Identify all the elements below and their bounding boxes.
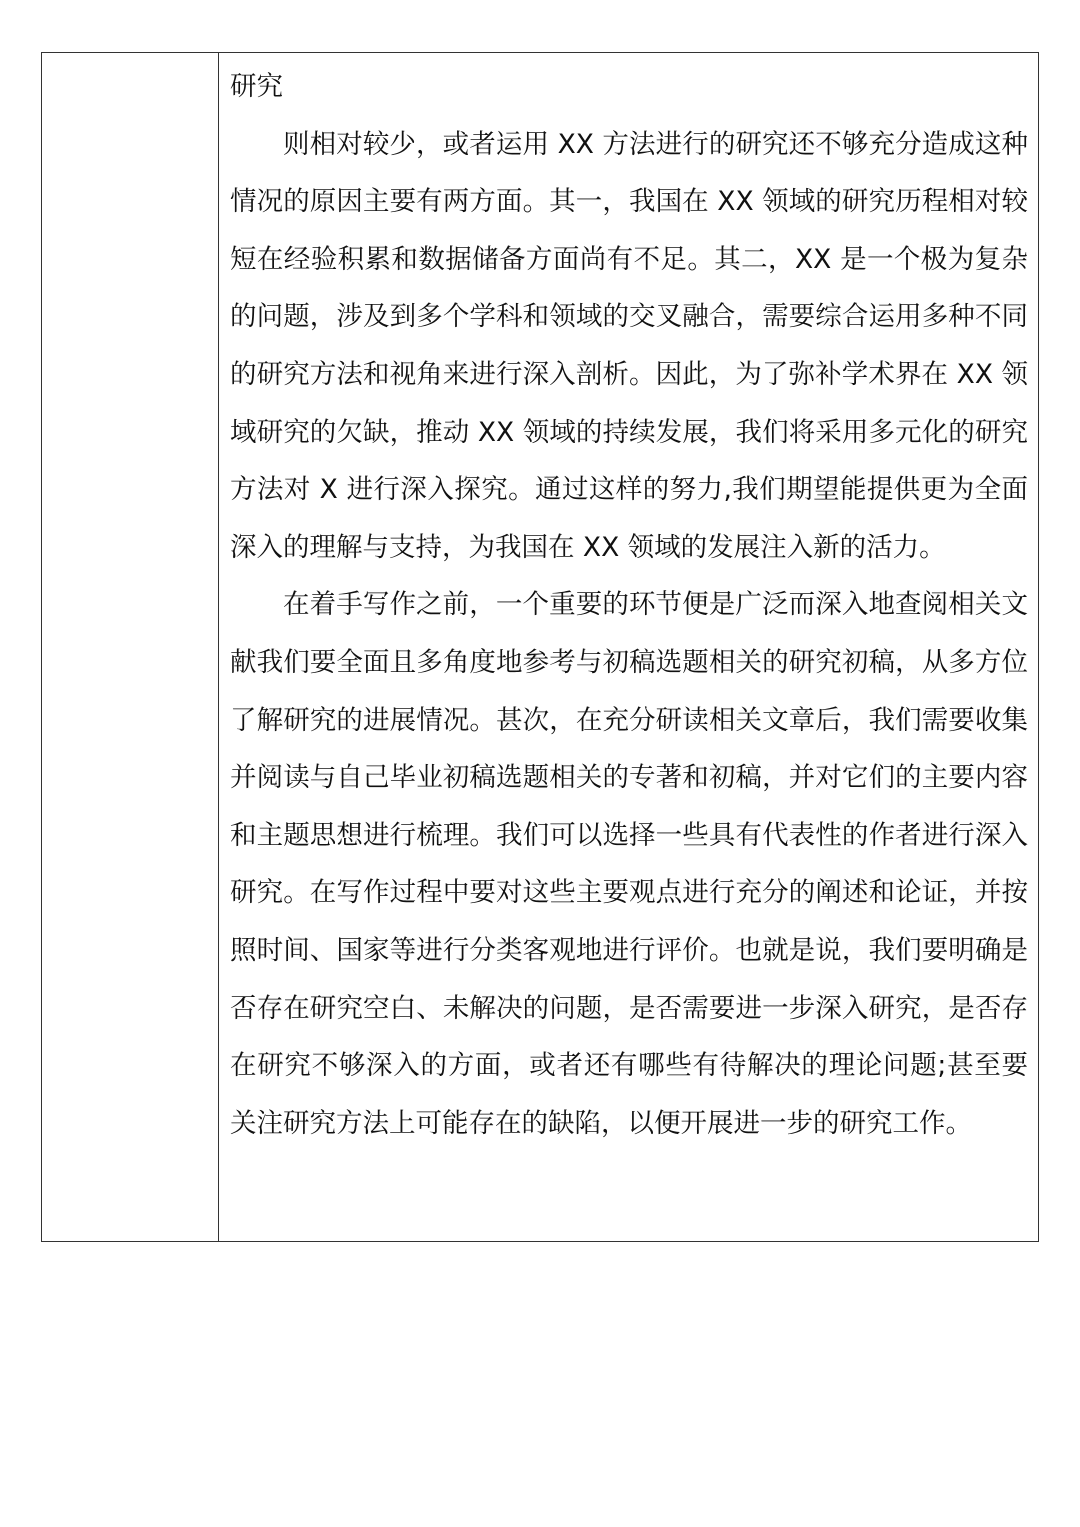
paragraph-literature-review: 在着手写作之前，一个重要的环节便是广泛而深入地查阅相关文献我们要全面且多角度地参考与初稿选题相关的研究初稿，从多方位了解研究的进展情况。甚次，在充分研读相关文章后，我们需要收集并阅读与自己毕业初稿选题相关的专著和初稿，并对它们的主要内容和主题思想进行梳理。我们可以选择一些具有代表性的作者进行深入研究。在写作过程中要对这些主要观点进行充分的阐述和论证，并按照时间、国家等进行分类客观地进行评价。也就是说，我们要明确是否存在研究空白、未解决的问题，是否需要进一步深入研究，是否存在研究不够深入的方面，或者还有哪些有待解决的理论问题;甚至要关注研究方法上可能存在的缺陷，以便开展进一步的研究工作。 [230,589,1028,1139]
table-left-cell [42,53,219,1241]
table-content-cell [219,53,1038,1241]
document-table [41,52,1039,1242]
paragraph-continuation: 研究 [230,71,283,102]
paragraph-research-gap: 则相对较少，或者运用 XX 方法进行的研究还不够充分造成这种情况的原因主要有两方面。其一，我国在 XX 领域的研究历程相对较短在经验积累和数据储备方面尚有不足。其二，XX 是一个极为复杂的问题，涉及到多个学科和领域的交叉融合，需要综合运用多种不同的研究方法和视角来进行深入剖析。因此，为了弥补学术界在 XX 领域研究的欠缺，推动 XX 领域的持续发展，我们将采用多元化的研究方法对 X 进行深入探究。通过这样的努力,我们期望能提供更为全面深入的理解与支持，为我国在 XX 领域的发展注入新的活力。 [230,128,1028,563]
